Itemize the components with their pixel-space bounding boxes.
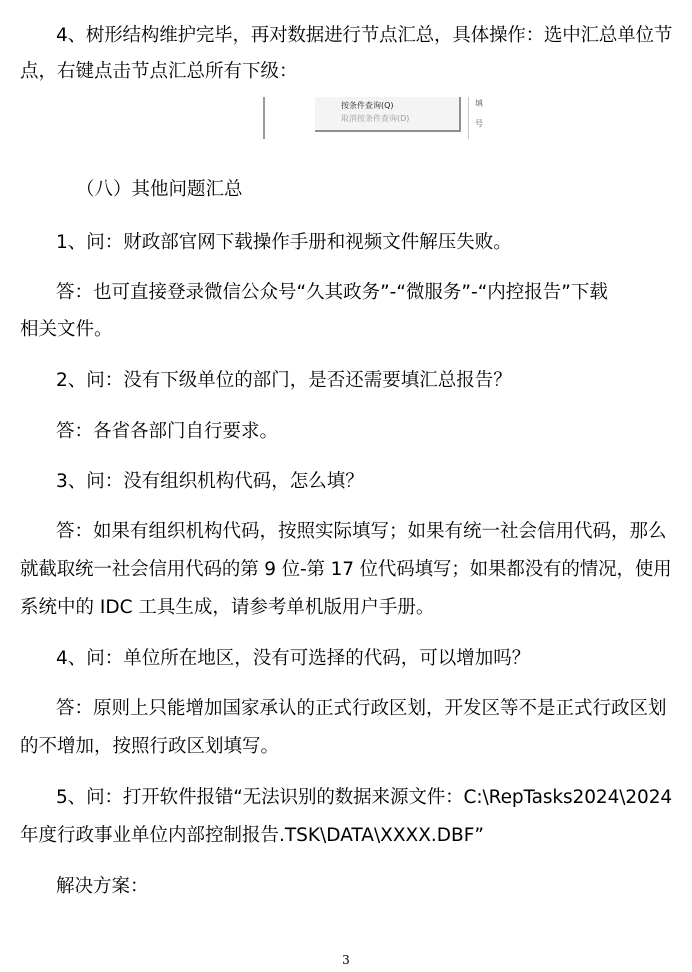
a1-line2: 相关文件。: [20, 319, 113, 340]
step4-line1: 4、树形结构维护完毕，再对数据进行节点汇总，具体操作：选中汇总单位节: [56, 25, 673, 46]
screenshot-divider: [468, 97, 469, 139]
context-menu-screenshot: [263, 97, 483, 139]
q1: 1、问：财政部官网下载操作手册和视频文件解压失败。: [56, 232, 512, 253]
context-menu: [315, 97, 461, 132]
q5-line2: 年度行政事业单位内部控制报告.TSK\DATA\XXXX.DBF”: [20, 825, 484, 846]
q2: 2、问：没有下级单位的部门，是否还需要填汇总报告？: [56, 370, 512, 391]
a3-line2: 就截取统一社会信用代码的第 9 位-第 17 位代码填写；如果都没有的情况，使用: [20, 559, 672, 580]
a3-line1: 答：如果有组织机构代码，按照实际填写；如果有统一社会信用代码，那么: [56, 521, 667, 542]
menu-item-query: 按条件查询(Q): [341, 101, 394, 110]
step4-line2: 点，右键点击节点汇总所有下级：: [20, 61, 298, 82]
a4-line2: 的不增加，按照行政区划填写。: [20, 736, 280, 757]
a2: 答：各省各部门自行要求。: [56, 421, 279, 442]
a1-line1: 答：也可直接登录微信公众号“久其政务”-“微服务”-“内控报告”下载: [56, 282, 608, 303]
a4-line1: 答：原则上只能增加国家承认的正式行政区划，开发区等不是正式行政区划: [56, 698, 667, 719]
section-heading: （八）其他问题汇总: [76, 179, 243, 200]
q4: 4、问：单位所在地区，没有可选择的代码，可以增加吗？: [56, 648, 531, 669]
q5-line1: 5、问：打开软件报错“无法识别的数据来源文件：C:\RepTasks2024\2024: [56, 787, 673, 808]
side-glyph-1: 填: [475, 99, 483, 108]
solution-label: 解决方案：: [56, 876, 149, 897]
a3-line3: 系统中的 IDC 工具生成，请参考单机版用户手册。: [20, 597, 435, 618]
side-glyph-2: 号: [475, 119, 483, 128]
menu-item-cancel-query: 取消按条件查询(D): [341, 114, 410, 123]
q3: 3、问：没有组织机构代码，怎么填？: [56, 471, 364, 492]
page-number: 3: [342, 953, 350, 967]
screenshot-left-border: [263, 97, 265, 139]
